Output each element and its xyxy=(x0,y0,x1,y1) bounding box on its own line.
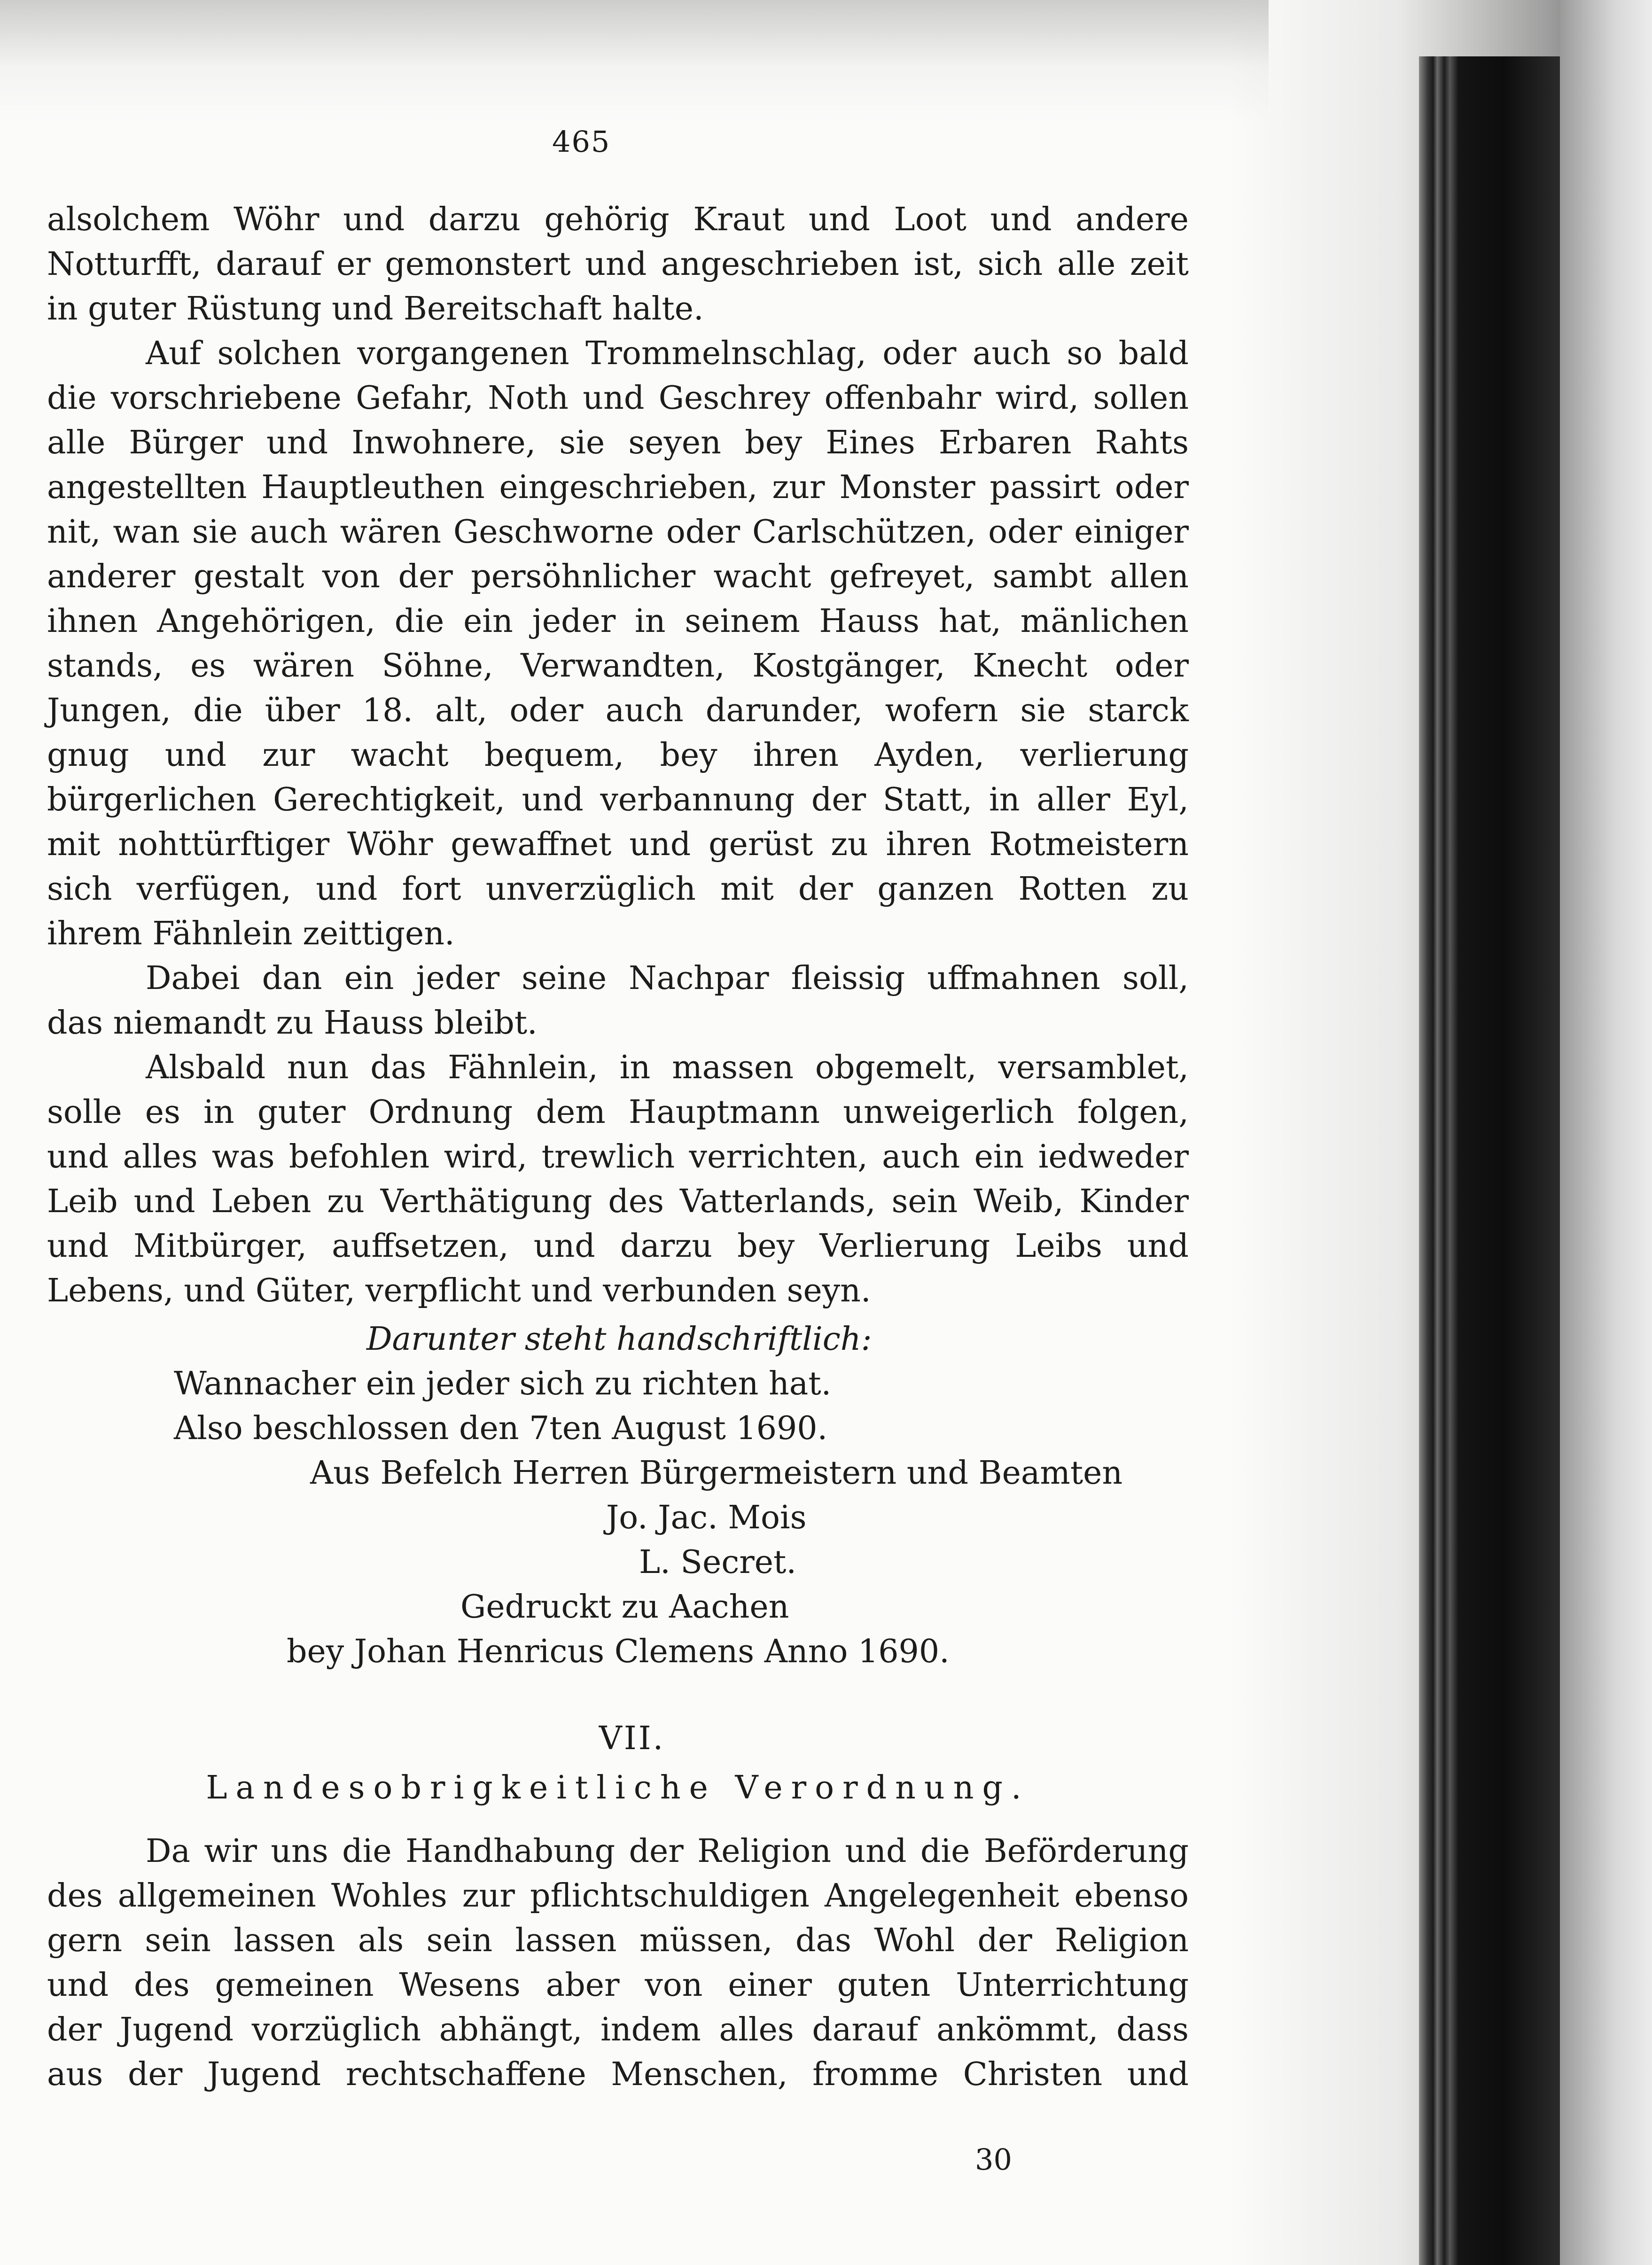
paragraph-1 xyxy=(47,197,1189,331)
text-line: Da wir uns die Handhabung der Religion und die Beförderung xyxy=(146,1833,1189,1870)
signatory-title: L. Secret. xyxy=(639,1544,796,1581)
paragraph-4 xyxy=(47,1045,1189,1313)
text-line: Lebens, und Güter, verpflicht und verbunden seyn. xyxy=(47,1272,871,1309)
text-line: und alles was befohlen wird, trewlich verrichten, auch ein iedweder xyxy=(47,1138,1189,1175)
text-line: Alsbald nun das Fähnlein, in massen obgemelt, versamblet, xyxy=(146,1049,1189,1086)
text-line: das niemandt zu Hauss bleibt. xyxy=(47,1004,538,1042)
text-line: bürgerlichen Gerechtigkeit, und verbannung der Statt, in aller Eyl, xyxy=(47,781,1189,818)
closing-authority: Aus Befelch Herren Bürgermeistern und Beamten xyxy=(310,1455,1123,1492)
section-number: VII. xyxy=(599,1720,665,1757)
paragraph-2 xyxy=(47,331,1189,956)
text-line: des allgemeinen Wohles zur pflichtschuldigen Angelegenheit ebenso xyxy=(47,1877,1189,1915)
text-line: ihrem Fähnlein zeittigen. xyxy=(47,915,455,952)
text-line: solle es in guter Ordnung dem Hauptmann unweigerlich folgen, xyxy=(47,1094,1189,1131)
page-number: 465 xyxy=(552,125,611,159)
closing-line: Wannacher ein jeder sich zu richten hat. xyxy=(174,1365,832,1402)
text-line: alle Bürger und Inwohnere, sie seyen bey Eines Erbaren Rahts xyxy=(47,424,1189,461)
text-line: gern sein lassen als sein lassen müssen, das Wohl der Religion xyxy=(47,1922,1189,1959)
text-line: gnug und zur wacht bequem, bey ihren Ayden, verlierung xyxy=(47,737,1189,774)
text-line: Auf solchen vorgangenen Trommelnschlag, oder auch so bald xyxy=(146,335,1189,372)
text-line: angestellten Hauptleuthen eingeschrieben, zur Monster passirt oder xyxy=(47,469,1189,506)
text-line: der Jugend vorzüglich abhängt, indem alles darauf ankömmt, dass xyxy=(47,2011,1189,2048)
text-line: mit nohttürftiger Wöhr gewaffnet und gerüst zu ihren Rotmeistern xyxy=(47,826,1189,863)
text-line: Leib und Leben zu Verthätigung des Vatterlands, sein Weib, Kinder xyxy=(47,1183,1189,1220)
text-line: die vorschriebene Gefahr, Noth und Geschrey offenbahr wird, sollen xyxy=(47,380,1189,417)
signature-mark: 30 xyxy=(975,2142,1012,2177)
closing-date: Also beschlossen den 7ten August 1690. xyxy=(174,1410,828,1447)
paragraph-3 xyxy=(47,956,1189,1045)
text-line: Jungen, die über 18. alt, oder auch darunder, wofern sie starck xyxy=(47,692,1189,729)
book-spine xyxy=(1419,56,1560,2265)
text-line: und Mitbürger, auffsetzen, und darzu bey Verlierung Leibs und xyxy=(47,1228,1189,1265)
text-line: in guter Rüstung und Bereitschaft halte. xyxy=(47,290,704,327)
page-body xyxy=(47,197,1189,2097)
text-line: Notturfft, darauf er gemonstert und angeschrieben ist, sich alle zeit xyxy=(47,246,1189,283)
text-line: und des gemeinen Wesens aber von einer guten Unterrichtung xyxy=(47,1967,1189,2004)
text-line: nit, wan sie auch wären Geschworne oder Carlschützen, oder einiger xyxy=(47,514,1189,551)
facing-page-edge xyxy=(1560,0,1652,2265)
text-line: stands, es wären Söhne, Verwandten, Kostgänger, Knecht oder xyxy=(47,647,1189,685)
printer-place: Gedruckt zu Aachen xyxy=(460,1588,789,1626)
handwritten-note-heading: Darunter steht handschriftlich: xyxy=(366,1321,872,1358)
text-line: sich verfügen, und fort unverzüglich mit der ganzen Rotten zu xyxy=(47,871,1189,908)
section-paragraph xyxy=(47,1829,1189,2097)
text-line: anderer gestalt von der persöhnlicher wacht gefreyet, sambt allen xyxy=(47,558,1189,595)
signatory-name: Jo. Jac. Mois xyxy=(606,1499,807,1536)
text-line: aus der Jugend rechtschaffene Menschen, fromme Christen und xyxy=(47,2056,1189,2093)
printer-name: bey Johan Henricus Clemens Anno 1690. xyxy=(287,1633,950,1670)
text-line: alsolchem Wöhr und darzu gehörig Kraut und Loot und andere xyxy=(47,201,1189,238)
text-line: Dabei dan ein jeder seine Nachpar fleissig uffmahnen soll, xyxy=(146,960,1189,997)
scan-shadow xyxy=(0,0,1269,122)
section-title: Landesobrigkeitliche Verordnung. xyxy=(206,1769,1030,1806)
text-line: ihnen Angehörigen, die ein jeder in seinem Hauss hat, mänlichen xyxy=(47,603,1189,640)
